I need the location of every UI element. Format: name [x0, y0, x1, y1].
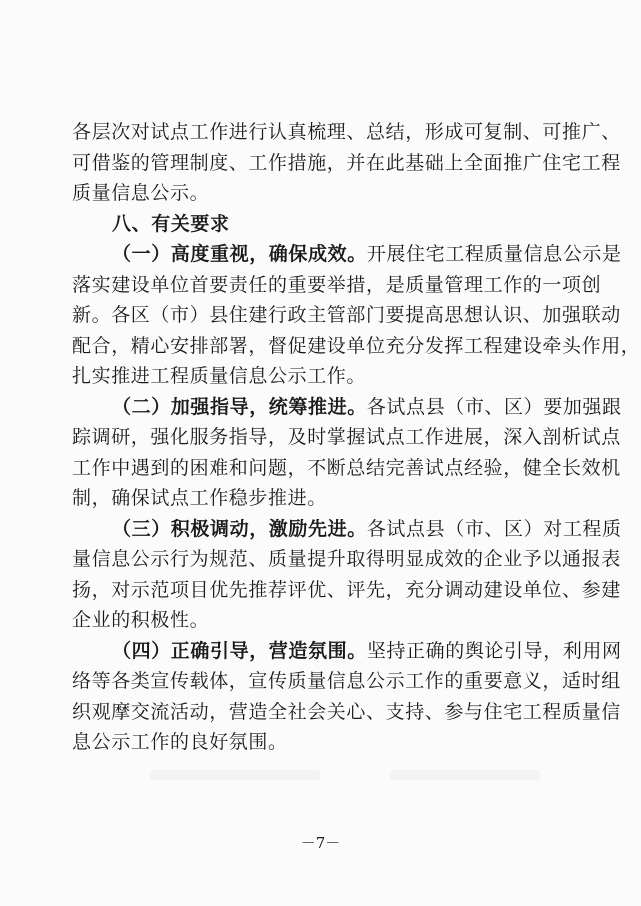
- paragraph-line: 企业的积极性。: [72, 609, 210, 631]
- paragraph-line: 配合，精心安排部署，督促建设单位充分发挥工程建设牵头作用，: [72, 334, 641, 357]
- page-number: －7－: [300, 834, 341, 852]
- show-through-mark: [150, 770, 320, 780]
- item-title: （四）正确引导，营造氛围。: [112, 639, 367, 662]
- paragraph-line: 踪调研，强化服务指导，及时掌握试点工作进展，深入剖析试点: [72, 426, 621, 448]
- paragraph-line: 新。各区（市）县住建行政主管部门要提高思想认识、加强联动: [72, 304, 621, 326]
- item-first-line: [72, 636, 622, 667]
- section-heading: 八、有关要求: [112, 212, 230, 235]
- item-title: （二）加强指导，统筹推进。: [112, 395, 367, 418]
- item-title: （三）积极调动，激励先进。: [112, 517, 367, 540]
- item-first-line-rest: 各试点县（市、区）对工程质: [366, 517, 622, 540]
- body-text: [72, 117, 641, 758]
- paragraph-line: 扎实推进工程质量信息公示工作。: [72, 365, 367, 387]
- paragraph-line: 可借鉴的管理制度、工作措施，并在此基础上全面推广住宅工程: [72, 151, 621, 174]
- paragraph-line: 扬，对示范项目优先推荐评优、评先，充分调动建设单位、参建: [72, 578, 621, 601]
- paragraph-line: 制，确保试点工作稳步推进。: [72, 487, 327, 509]
- paragraph-line: 各层次对试点工作进行认真梳理、总结，形成可复制、可推广、: [72, 121, 621, 143]
- paragraph-line: 质量信息公示。: [72, 182, 210, 204]
- item-title: （一）高度重视，确保成效。: [112, 243, 367, 265]
- paragraph-line: 络等各类宣传载体，宣传质量信息公示工作的重要意义，适时组: [72, 670, 621, 692]
- paragraph-line: 织观摩交流活动，营造全社会关心、支持、参与住宅工程质量信: [72, 700, 621, 723]
- item-first-line-rest: 各试点县（市、区）要加强跟: [366, 395, 622, 418]
- paragraph-line: 落实建设单位首要责任的重要举措，是质量管理工作的一项创: [72, 273, 602, 296]
- paragraph-line: 量信息公示行为规范、质量提升取得明显成效的企业予以通报表: [72, 548, 621, 570]
- item-first-line-rest: 坚持正确的舆论引导，利用网: [366, 639, 622, 662]
- item-first-line: [72, 392, 622, 423]
- paragraph-line: 息公示工作的良好氛围。: [72, 731, 288, 753]
- paragraph-line: 工作中遇到的困难和问题，不断总结完善试点经验，健全长效机: [72, 456, 621, 479]
- item-first-line-rest: 开展住宅工程质量信息公示是: [366, 243, 622, 265]
- show-through-mark: [390, 770, 540, 780]
- item-first-line: [72, 239, 622, 270]
- item-first-line: [72, 514, 622, 545]
